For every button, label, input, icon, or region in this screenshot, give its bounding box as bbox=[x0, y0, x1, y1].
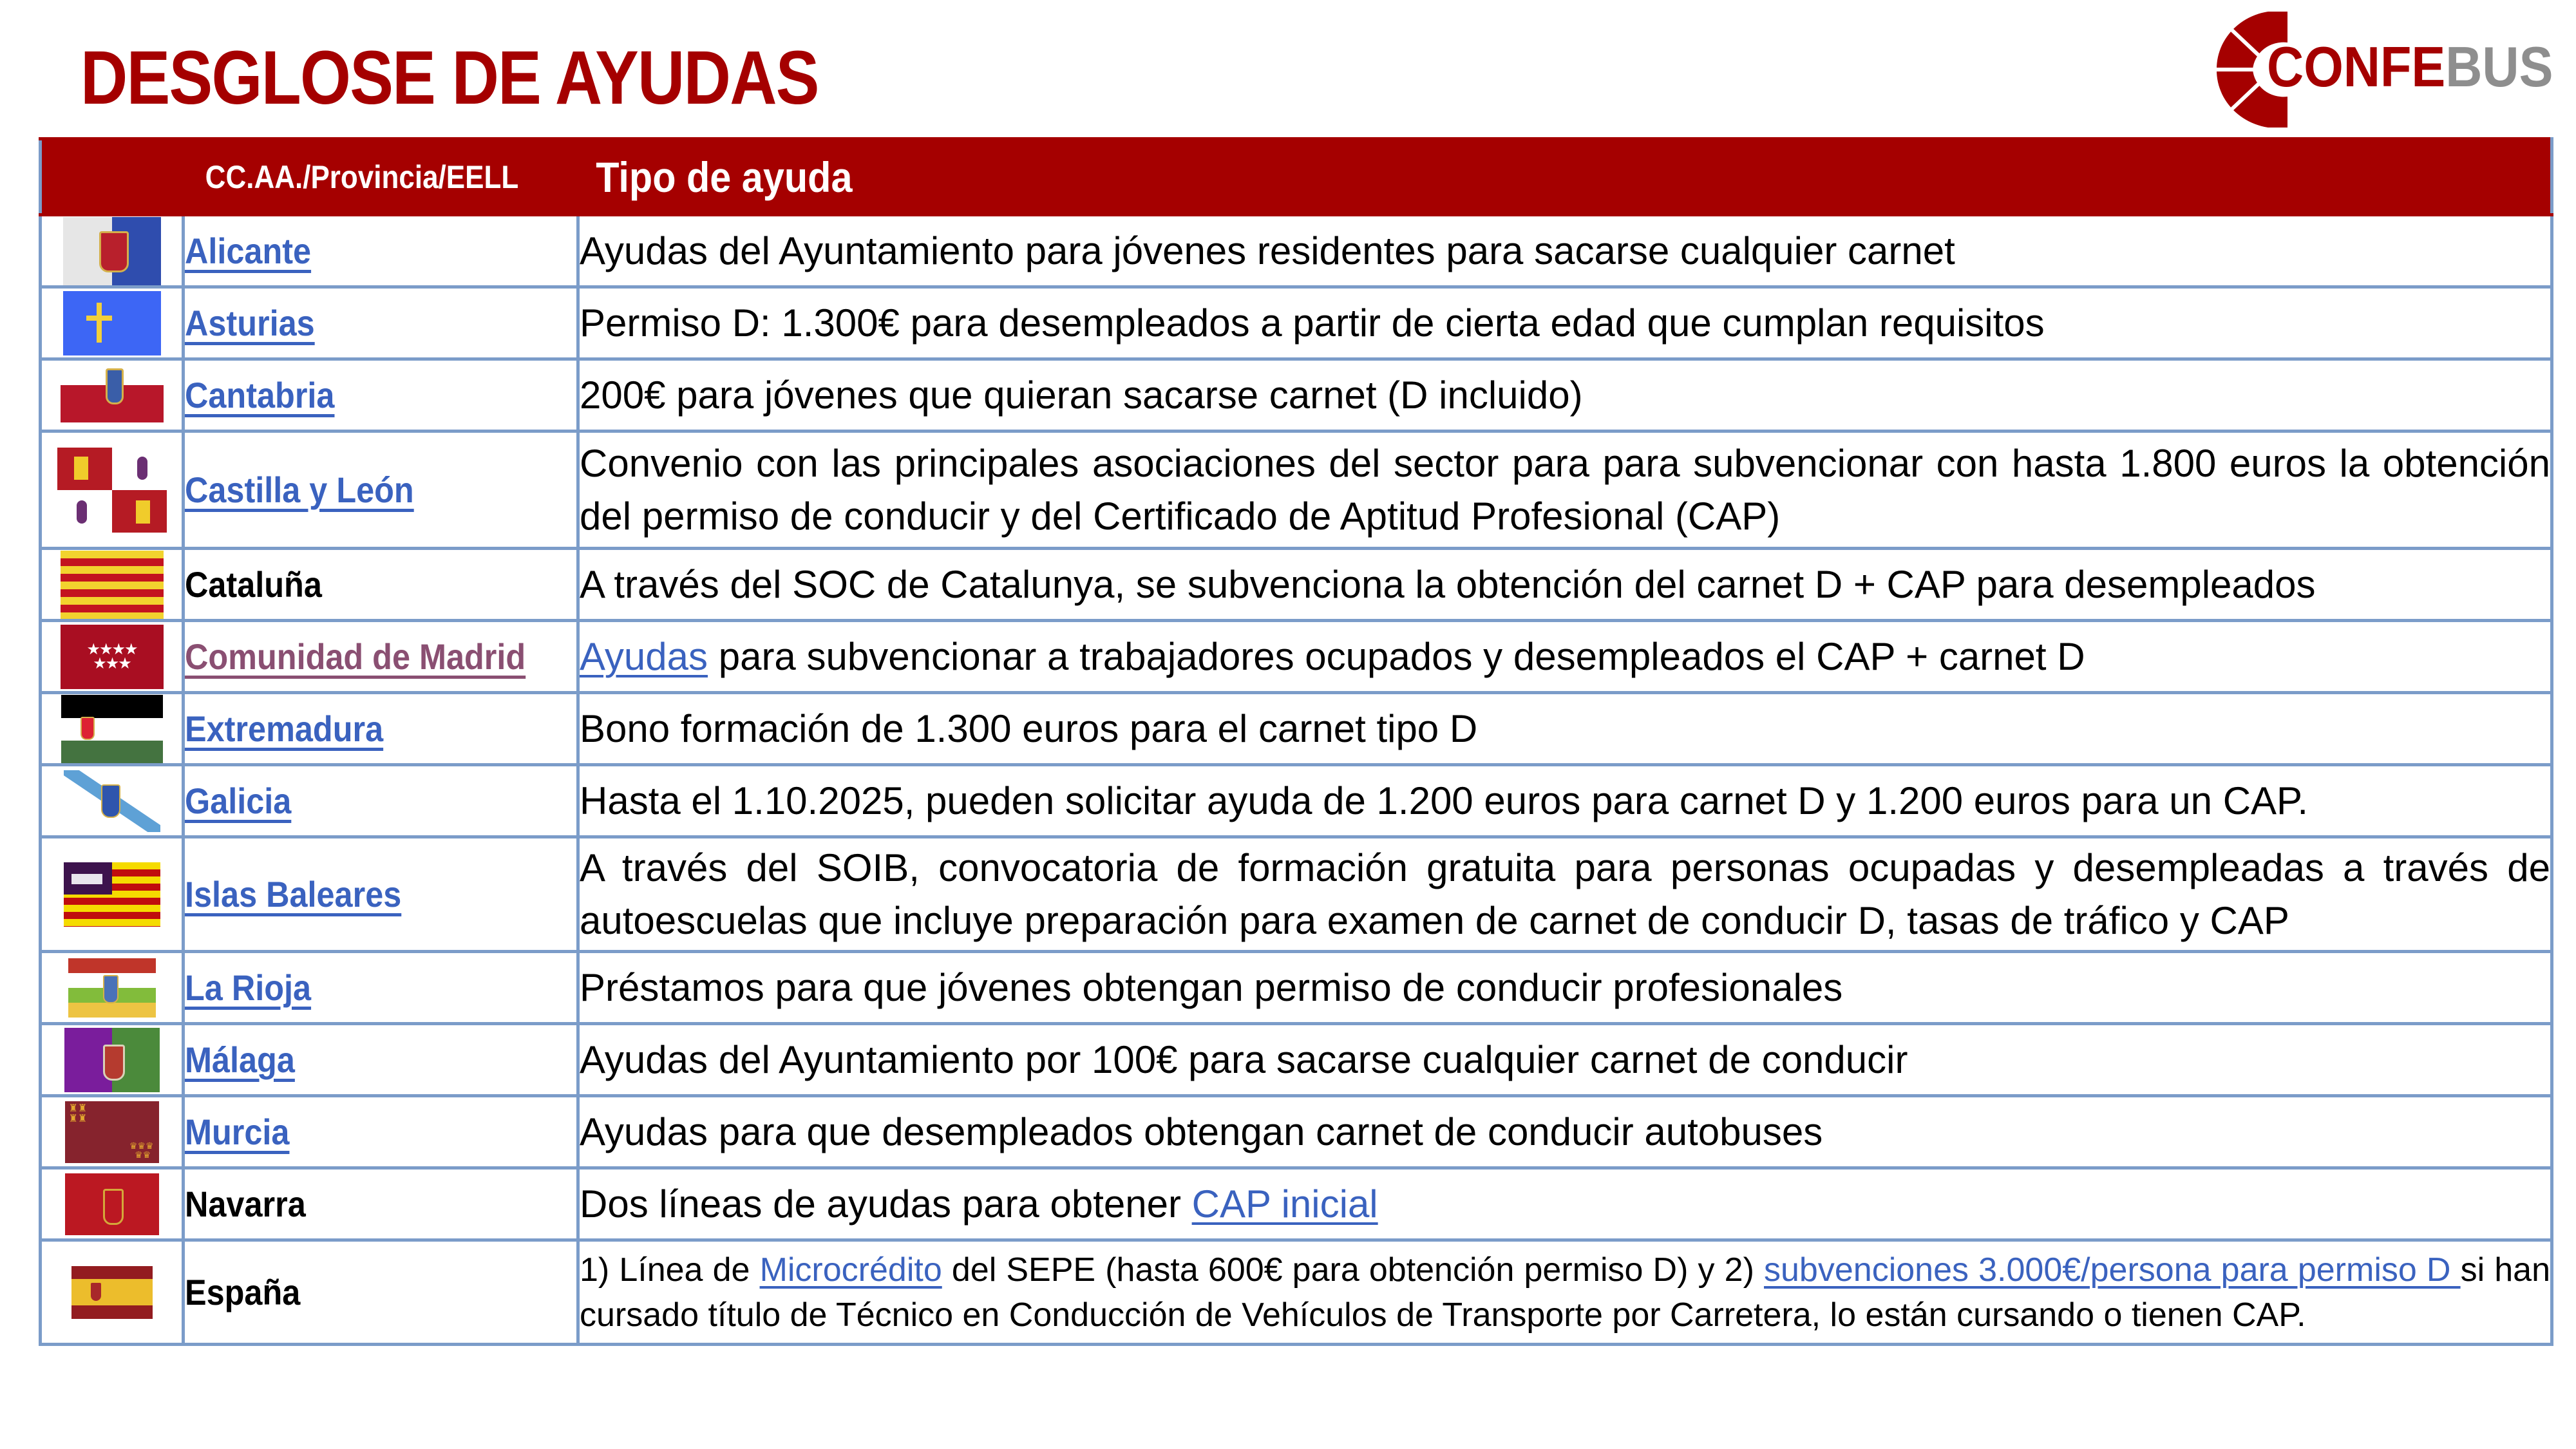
aid-description-cell bbox=[578, 549, 2552, 621]
aid-text: Ayudas del Ayuntamiento para jóvenes residentes para sacarse cualquier carnet bbox=[580, 229, 1955, 272]
region-cell bbox=[184, 1096, 578, 1168]
aid-description bbox=[580, 369, 2550, 422]
region-cell bbox=[184, 1024, 578, 1096]
logo-text-red: CONFE bbox=[2267, 35, 2446, 99]
flag-cell bbox=[41, 621, 184, 693]
region-cell bbox=[184, 359, 578, 431]
aid-description bbox=[580, 630, 2550, 683]
region-cell bbox=[184, 287, 578, 359]
aid-text: 1) Línea de bbox=[580, 1251, 760, 1289]
region-link[interactable]: Asturias bbox=[185, 303, 315, 343]
aid-description-cell bbox=[578, 431, 2552, 549]
region-link[interactable]: Alicante bbox=[185, 231, 312, 271]
aid-description bbox=[580, 775, 2550, 828]
flag-cell bbox=[41, 765, 184, 837]
aid-description bbox=[580, 297, 2550, 350]
aid-text: Hasta el 1.10.2025, pueden solicitar ayuda de 1.200 euros para carnet D y 1.200 euros para un CAP. bbox=[580, 779, 2309, 822]
region-link[interactable]: Cantabria bbox=[185, 375, 335, 415]
table-header-row bbox=[41, 139, 2552, 215]
malaga-flag-icon bbox=[64, 1028, 160, 1092]
aid-description-cell bbox=[578, 359, 2552, 431]
aid-description-cell bbox=[578, 287, 2552, 359]
aid-description-cell bbox=[578, 837, 2552, 952]
madrid-flag-icon: ★★★★ ★★★ bbox=[61, 625, 164, 689]
confebus-logo bbox=[2215, 12, 2563, 128]
table-row bbox=[41, 621, 2552, 693]
asturias-flag-icon bbox=[63, 291, 161, 355]
header-region bbox=[184, 139, 578, 215]
galicia-flag-icon bbox=[64, 770, 160, 832]
table-row bbox=[41, 549, 2552, 621]
region-link[interactable]: Castilla y León bbox=[185, 469, 414, 510]
table-row bbox=[41, 215, 2552, 287]
header-region-label: CC.AA./Provincia/EELL bbox=[205, 158, 519, 195]
region-cell bbox=[184, 837, 578, 952]
aid-text: 200€ para jóvenes que quieran sacarse carnet (D incluido) bbox=[580, 373, 1583, 417]
table-row bbox=[41, 431, 2552, 549]
aid-description bbox=[580, 225, 2550, 278]
aid-description-cell bbox=[578, 1024, 2552, 1096]
flag-cell bbox=[41, 431, 184, 549]
flag-cell bbox=[41, 287, 184, 359]
header-aid-type-label: Tipo de ayuda bbox=[596, 153, 853, 201]
region-name: España bbox=[185, 1272, 301, 1312]
table-row bbox=[41, 1240, 2552, 1345]
aid-description bbox=[580, 558, 2550, 611]
aid-text: del SEPE (hasta 600€ para obtención permiso D) y 2) bbox=[942, 1251, 1765, 1289]
aid-description-cell bbox=[578, 765, 2552, 837]
region-link[interactable]: Murcia bbox=[185, 1112, 290, 1152]
table-row bbox=[41, 1024, 2552, 1096]
header-flag bbox=[41, 139, 184, 215]
aid-description bbox=[580, 1106, 2550, 1159]
region-cell bbox=[184, 765, 578, 837]
region-name: Navarra bbox=[185, 1184, 306, 1224]
table-row bbox=[41, 1168, 2552, 1240]
la-rioja-flag-icon bbox=[68, 958, 156, 1018]
aid-description bbox=[580, 703, 2550, 755]
region-link[interactable]: La Rioja bbox=[185, 967, 312, 1008]
aid-text: Bono formación de 1.300 euros para el carnet tipo D bbox=[580, 706, 1478, 750]
region-link[interactable]: Extremadura bbox=[185, 708, 384, 749]
flag-cell bbox=[41, 549, 184, 621]
murcia-flag-icon: ♜♜ ♜♜ ♛♛♛ ♛♛ bbox=[65, 1101, 159, 1163]
flag-cell bbox=[41, 359, 184, 431]
table-row bbox=[41, 1096, 2552, 1168]
navarra-flag-icon bbox=[65, 1173, 159, 1235]
region-cell bbox=[184, 621, 578, 693]
espana-flag-icon bbox=[71, 1266, 153, 1319]
extremadura-flag-icon bbox=[61, 695, 163, 763]
aid-text: Convenio con las principales asociaciones del sector para para subvencionar con hasta 1.800 euros la obtención del permiso de conducir y del Certificado de Aptitud Profesional (CAP) bbox=[580, 441, 2550, 538]
aid-description bbox=[580, 961, 2550, 1014]
region-link[interactable]: Galicia bbox=[185, 781, 292, 821]
flag-cell bbox=[41, 837, 184, 952]
aid-description-cell bbox=[578, 1240, 2552, 1345]
table-row bbox=[41, 287, 2552, 359]
region-cell bbox=[184, 1168, 578, 1240]
aid-description-cell bbox=[578, 952, 2552, 1024]
region-link[interactable]: Islas Baleares bbox=[185, 874, 402, 914]
page-title: DESGLOSE DE AYUDAS bbox=[80, 35, 819, 120]
region-name: Cataluña bbox=[185, 564, 322, 605]
flag-cell bbox=[41, 1240, 184, 1345]
confebus-logo-text bbox=[2267, 35, 2553, 99]
flag-cell bbox=[41, 1024, 184, 1096]
aid-description bbox=[580, 1247, 2550, 1338]
aid-text: para subvencionar a trabajadores ocupados y desempleados el CAP + carnet D bbox=[708, 634, 2085, 678]
aid-description-cell bbox=[578, 1168, 2552, 1240]
aid-link[interactable]: CAP inicial bbox=[1191, 1182, 1378, 1226]
flag-cell bbox=[41, 693, 184, 765]
table-row bbox=[41, 359, 2552, 431]
aid-description bbox=[580, 1034, 2550, 1086]
aid-link[interactable]: subvenciones 3.000€/persona para permiso D bbox=[1764, 1251, 2461, 1289]
table-row bbox=[41, 693, 2552, 765]
aid-description bbox=[580, 1178, 2550, 1231]
logo-text-grey: BUS bbox=[2445, 35, 2553, 99]
aid-description bbox=[580, 437, 2550, 543]
cataluna-flag-icon bbox=[61, 551, 164, 619]
aid-text: Dos líneas de ayudas para obtener bbox=[580, 1182, 1192, 1226]
region-cell bbox=[184, 1240, 578, 1345]
alicante-flag-icon bbox=[63, 217, 161, 285]
region-cell bbox=[184, 431, 578, 549]
aid-description-cell bbox=[578, 693, 2552, 765]
table-row bbox=[41, 765, 2552, 837]
flag-cell bbox=[41, 1168, 184, 1240]
aid-description-cell bbox=[578, 215, 2552, 287]
flag-cell bbox=[41, 215, 184, 287]
table-row bbox=[41, 837, 2552, 952]
aid-text: Préstamos para que jóvenes obtengan permiso de conducir profesionales bbox=[580, 965, 1843, 1009]
header-aid-type bbox=[578, 139, 2552, 215]
flag-cell bbox=[41, 952, 184, 1024]
region-cell bbox=[184, 549, 578, 621]
aid-text: si han cursado título de Técnico en Conducción de Vehículos de Transporte por Carretera, lo están cursando o tienen CAP. bbox=[580, 1251, 2551, 1334]
aid-link[interactable]: Ayudas bbox=[580, 634, 708, 678]
aid-text: Ayudas del Ayuntamiento por 100€ para sacarse cualquier carnet de conducir bbox=[580, 1037, 1908, 1081]
aid-table bbox=[39, 137, 2553, 1346]
cantabria-flag-icon bbox=[61, 368, 164, 422]
castilla-y-leon-flag-icon bbox=[57, 448, 167, 533]
region-cell bbox=[184, 952, 578, 1024]
region-cell bbox=[184, 215, 578, 287]
region-link[interactable]: Comunidad de Madrid bbox=[185, 636, 526, 677]
flag-cell bbox=[41, 1096, 184, 1168]
aid-description bbox=[580, 842, 2550, 947]
aid-text: Permiso D: 1.300€ para desempleados a partir de cierta edad que cumplan requisitos bbox=[580, 301, 2045, 345]
region-cell bbox=[184, 693, 578, 765]
aid-description-cell bbox=[578, 1096, 2552, 1168]
aid-description-cell bbox=[578, 621, 2552, 693]
aid-link[interactable]: Microcrédito bbox=[759, 1251, 942, 1289]
aid-text: A través del SOC de Catalunya, se subvenciona la obtención del carnet D + CAP para desempleados bbox=[580, 562, 2316, 606]
region-link[interactable]: Málaga bbox=[185, 1039, 295, 1080]
table-row bbox=[41, 952, 2552, 1024]
baleares-flag-icon bbox=[64, 862, 160, 927]
aid-text: Ayudas para que desempleados obtengan carnet de conducir autobuses bbox=[580, 1110, 1823, 1153]
aid-text: A través del SOIB, convocatoria de formación gratuita para personas ocupadas y desempleadas a través de autoescuelas que incluye preparación para examen de carnet de conducir D, tasas de tráfico y CAP bbox=[580, 846, 2550, 942]
